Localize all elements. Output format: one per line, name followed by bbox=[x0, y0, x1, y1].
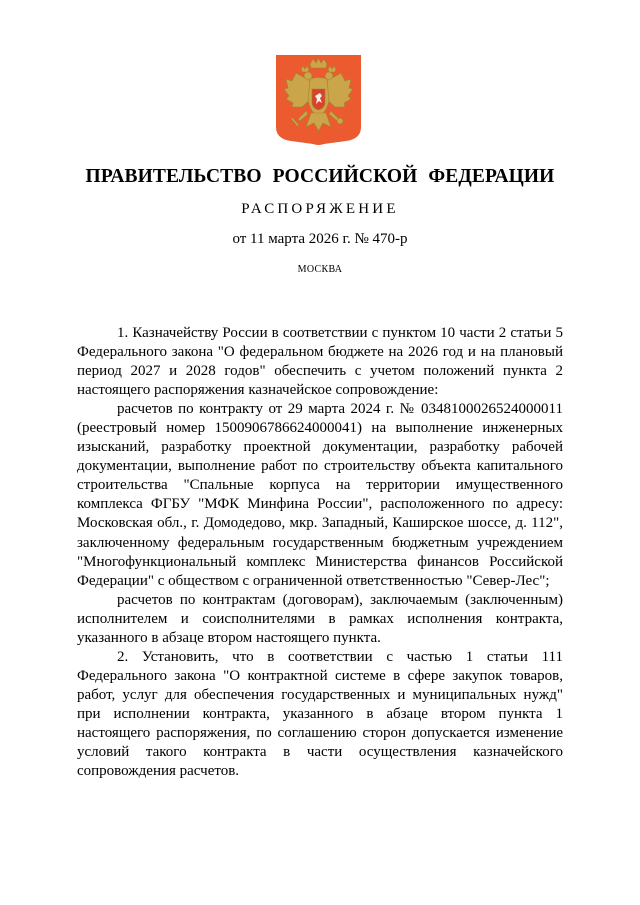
coat-of-arms-icon bbox=[276, 55, 361, 147]
paragraph: расчетов по контракту от 29 марта 2024 г. № 0348100026524000011 (реестровый номер 1500906786624000041) на выполнение инженерных изысканий, разработку проектной документации, разработку рабочей документации, выполнение работ по строительству объекта капитального строительства "Спальные корпуса на территории имущественного комплекса ФГБУ "МФК Минфина России", расположенного по адресу: Московская обл., г. Домодедово, мкр. Западный, Каширское шоссе, д. 112", заключенному федеральным государственным бюджетным учреждением "Многофункциональный комплекс Министерства финансов Российской Федерации" с обществом с ограниченной ответственностью "Север-Лес"; bbox=[77, 401, 563, 589]
government-title: ПРАВИТЕЛЬСТВО РОССИЙСКОЙ ФЕДЕРАЦИИ bbox=[85, 166, 555, 187]
paragraph: 1. Казначейству России в соответствии с пунктом 10 части 2 статьи 5 Федерального закона "О федеральном бюджете на 2026 год и на плановый период 2027 и 2028 годов" обеспечить с учетом положений пункта 2 настоящего распоряжения казначейское сопровождение: bbox=[77, 325, 563, 399]
document-type: РАСПОРЯЖЕНИЕ bbox=[241, 201, 399, 217]
paragraph: 2. Установить, что в соответствии с частью 1 статьи 111 Федерального закона "О контрактной системе в сфере закупок товаров, работ, услуг для обеспечения государственных и муниципальных нужд" при исполнении контракта, указанного в абзаце втором пункта 1 настоящего распоряжения, по соглашению сторон допускается изменение условий такого контракта в части осуществления казначейского сопровождения расчетов. bbox=[77, 648, 563, 780]
document-date-number: от 11 марта 2026 г. № 470-р bbox=[232, 231, 408, 247]
document-body bbox=[77, 324, 563, 781]
paragraph: расчетов по контрактам (договорам), заключаемым (заключенным) исполнителем и соисполнителями в рамках исполнения контракта, указанного в абзаце втором настоящего пункта. bbox=[77, 591, 563, 646]
document-place: МОСКВА bbox=[297, 264, 343, 275]
